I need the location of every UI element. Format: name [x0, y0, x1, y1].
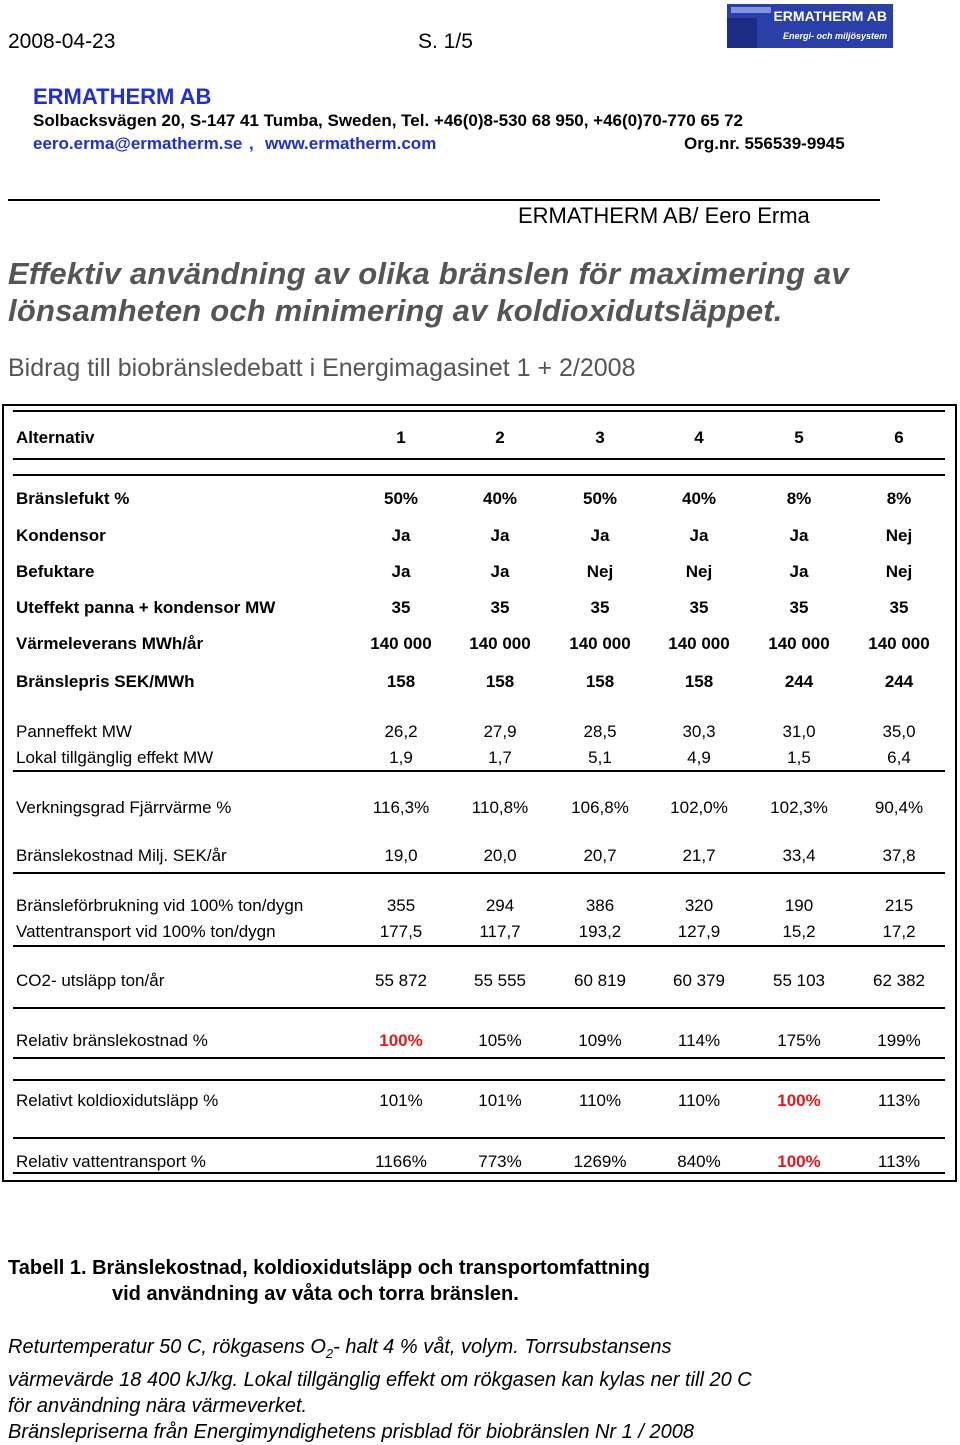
cell-alt-4: 4 [694, 428, 704, 447]
cell-alt-6: 62 382 [873, 971, 925, 990]
table-row [16, 1091, 951, 1113]
row-label: Kondensor [16, 526, 106, 545]
cell-alt-4: 114% [677, 1031, 721, 1050]
cell-alt-3: 158 [585, 672, 615, 691]
cell-alt-6: 35 [889, 598, 909, 617]
company-logo [727, 4, 893, 48]
cell-alt-3: 1269% [573, 1152, 627, 1171]
cell-alt-6: 113% [877, 1091, 921, 1110]
cell-alt-3: 28,5 [583, 722, 617, 741]
document-date: 2008-04-23 [8, 30, 116, 53]
cell-alt-4: Nej [685, 562, 713, 581]
cell-alt-1: Ja [391, 526, 411, 545]
cell-alt-2: Ja [490, 562, 510, 581]
table-rule [13, 1137, 945, 1139]
cell-alt-1: 1 [396, 428, 406, 447]
org-number: Org.nr. 556539-9945 [684, 134, 845, 153]
contact-line [33, 134, 913, 156]
cell-alt-4: 320 [684, 896, 714, 915]
cell-alt-6: Nej [885, 526, 913, 545]
cell-alt-5: 175% [777, 1031, 821, 1050]
cell-alt-6: 199% [877, 1031, 921, 1050]
cell-alt-2: 1,7 [488, 748, 512, 767]
cell-alt-5: Ja [789, 562, 809, 581]
row-label: Relativt koldioxidutsläpp % [16, 1091, 219, 1110]
cell-alt-1: 50% [383, 489, 419, 508]
cell-alt-2: 2 [495, 428, 505, 447]
cell-alt-2: 20,0 [483, 846, 517, 865]
cell-alt-1: 35 [391, 598, 411, 617]
cell-alt-1: 140 000 [370, 634, 432, 653]
cell-alt-3: 5,1 [588, 748, 612, 767]
table-row [16, 748, 951, 770]
website-link[interactable]: www.ermatherm.com [265, 134, 437, 153]
cell-alt-5: 33,4 [782, 846, 816, 865]
cell-alt-3: 193,2 [578, 922, 622, 941]
cell-alt-1: 158 [386, 672, 416, 691]
note-line-2: värmevärde 18 400 kJ/kg. Lokal tillgänglig effekt om rökgasen kan kylas ner till 20 C [8, 1369, 752, 1391]
cell-alt-5: 15,2 [782, 922, 816, 941]
table-rule [13, 458, 945, 460]
header-divider [8, 199, 880, 201]
cell-alt-2: 140 000 [469, 634, 531, 653]
cell-alt-2: 773% [478, 1152, 522, 1171]
row-label: Bränsleförbrukning vid 100% ton/dygn [16, 896, 304, 915]
cell-alt-2: Ja [490, 526, 510, 545]
cell-alt-6: 6 [894, 428, 904, 447]
cell-alt-2: 35 [490, 598, 510, 617]
table-row [16, 971, 951, 993]
cell-alt-4: 40% [681, 489, 717, 508]
cell-alt-4: 4,9 [687, 748, 711, 767]
cell-alt-3: 109% [578, 1031, 622, 1050]
table-row [16, 562, 951, 584]
table-row [16, 489, 951, 511]
cell-alt-6: 244 [884, 672, 914, 691]
cell-alt-5: 8% [786, 489, 812, 508]
cell-alt-6: 113% [877, 1152, 921, 1171]
table-rule [13, 1079, 945, 1081]
cell-alt-2: 105% [478, 1031, 522, 1050]
cell-alt-6: 6,4 [887, 748, 911, 767]
table-rule [13, 872, 945, 874]
cell-alt-3: 3 [595, 428, 605, 447]
cell-alt-5: 190 [784, 896, 814, 915]
note-line-3: för användning nära värmeverket. [8, 1395, 308, 1417]
row-label: Relativ vattentransport % [16, 1152, 206, 1171]
cell-alt-6: 90,4% [874, 798, 924, 817]
cell-alt-5: 102,3% [770, 798, 828, 817]
cell-alt-1: 1166% [375, 1152, 427, 1171]
cell-alt-5: Ja [789, 526, 809, 545]
cell-alt-6: 140 000 [868, 634, 930, 653]
cell-alt-4: 127,9 [677, 922, 721, 941]
cell-alt-1: 55 872 [375, 971, 427, 990]
table-row [16, 896, 951, 918]
cell-alt-2: 294 [485, 896, 515, 915]
document-subheadline: Bidrag till biobränsledebatt i Energimagasinet 1 + 2/2008 [8, 354, 636, 382]
cell-alt-1: 116,3% [372, 798, 430, 817]
row-label: Befuktare [16, 562, 95, 581]
cell-alt-1: 100% [379, 1031, 423, 1050]
table-rule [13, 1057, 945, 1059]
table-rule [13, 770, 945, 772]
note-line-1 [8, 1334, 953, 1367]
table-row [16, 526, 951, 548]
row-label: Bränslepris SEK/MWh [16, 672, 195, 691]
cell-alt-4: 110% [677, 1091, 721, 1110]
cell-alt-3: 60 819 [574, 971, 626, 990]
row-label: Alternativ [16, 428, 95, 447]
cell-alt-1: 19,0 [384, 846, 418, 865]
cell-alt-4: 35 [689, 598, 709, 617]
cell-alt-1: 101% [379, 1091, 423, 1110]
logo-name: ERMATHERM AB [773, 8, 887, 24]
row-label: Bränslefukt % [16, 489, 130, 508]
cell-alt-4: 60 379 [673, 971, 725, 990]
note-line-1-subscript: 2 [325, 1346, 334, 1361]
cell-alt-6: 8% [886, 489, 912, 508]
row-label: Verkningsgrad Fjärrvärme % [16, 798, 232, 817]
cell-alt-4: Ja [689, 526, 709, 545]
cell-alt-2: 55 555 [474, 971, 526, 990]
cell-alt-4: 840% [677, 1152, 721, 1171]
cell-alt-2: 158 [485, 672, 515, 691]
document-headline: Effektiv användning av olika bränslen för maximering av lönsamheten och minimering av koldioxidutsläppet. [8, 256, 849, 328]
table-rule [13, 945, 945, 947]
table-rule [13, 410, 945, 412]
table-header-row [16, 428, 951, 450]
page-number: S. 1/5 [418, 30, 473, 53]
row-label: Relativ bränslekostnad % [16, 1031, 208, 1050]
cell-alt-5: 100% [777, 1152, 821, 1171]
cell-alt-2: 101% [478, 1091, 522, 1110]
cell-alt-3: 106,8% [571, 798, 629, 817]
cell-alt-5: 140 000 [768, 634, 830, 653]
cell-alt-2: 117,7 [479, 922, 521, 941]
logo-tagline: Energi- och miljösystem [782, 31, 887, 41]
cell-alt-4: 21,7 [682, 846, 716, 865]
cell-alt-3: 140 000 [569, 634, 631, 653]
cell-alt-3: 50% [582, 489, 618, 508]
cell-alt-5: 55 103 [773, 971, 825, 990]
row-label: Värmeleverans MWh/år [16, 634, 204, 653]
caption-line-1: Tabell 1. Bränslekostnad, koldioxidutsläpp och transportomfattning [8, 1257, 650, 1279]
company-name: ERMATHERM AB [33, 84, 212, 109]
cell-alt-5: 1,5 [787, 748, 811, 767]
cell-alt-4: 140 000 [668, 634, 730, 653]
cell-alt-3: Nej [586, 562, 614, 581]
row-label: Vattentransport vid 100% ton/dygn [16, 922, 276, 941]
cell-alt-5: 35 [789, 598, 809, 617]
cell-alt-6: 37,8 [882, 846, 916, 865]
cell-alt-1: 1,9 [389, 748, 413, 767]
cell-alt-1: Ja [391, 562, 411, 581]
cell-alt-1: 355 [386, 896, 416, 915]
table-notes [8, 1334, 953, 1445]
table-row [16, 1031, 951, 1053]
table-row [16, 922, 951, 944]
table-rule [13, 1007, 945, 1009]
row-label: CO2- utsläpp ton/år [16, 971, 165, 990]
cell-alt-3: 35 [590, 598, 610, 617]
note-line-4: Bränslepriserna från Energimyndighetens prisblad för biobränslen Nr 1 / 2008 [8, 1421, 694, 1443]
cell-alt-6: 215 [884, 896, 914, 915]
cell-alt-3: Ja [590, 526, 610, 545]
cell-alt-4: 102,0% [670, 798, 728, 817]
cell-alt-1: 177,5 [379, 922, 423, 941]
author-line: ERMATHERM AB/ Eero Erma [518, 203, 810, 228]
table-row [16, 846, 951, 868]
cell-alt-4: 30,3 [682, 722, 716, 741]
note-line-1-rest: - halt 4 % våt, volym. Torrsubstansens [333, 1336, 672, 1358]
email-link[interactable]: eero.erma@ermatherm.se [33, 134, 243, 153]
cell-alt-5: 5 [794, 428, 804, 447]
row-label: Uteffekt panna + kondensor MW [16, 598, 276, 617]
company-address: Solbacksvägen 20, S-147 41 Tumba, Sweden, Tel. +46(0)8-530 68 950, +46(0)70-770 65 72 [33, 111, 743, 130]
cell-alt-5: 100% [777, 1091, 821, 1110]
table-caption [8, 1255, 650, 1307]
cell-alt-3: 20,7 [583, 846, 617, 865]
cell-alt-3: 110% [578, 1091, 622, 1110]
logo-graphic [727, 4, 893, 48]
cell-alt-6: 17,2 [882, 922, 916, 941]
table-row [16, 1152, 951, 1174]
cell-alt-5: 244 [784, 672, 814, 691]
cell-alt-4: 158 [684, 672, 714, 691]
table-row [16, 672, 951, 694]
note-line-1-text: Returtemperatur 50 C, rökgasens O [8, 1336, 326, 1358]
contact-separator: , [249, 134, 254, 153]
cell-alt-5: 31,0 [782, 722, 816, 741]
caption-line-2: vid användning av våta och torra bränslen. [112, 1283, 519, 1305]
cell-alt-2: 40% [482, 489, 518, 508]
row-label: Lokal tillgänglig effekt MW [16, 748, 214, 767]
table-rule [13, 474, 945, 476]
table-row [16, 598, 951, 620]
cell-alt-6: Nej [885, 562, 913, 581]
cell-alt-3: 386 [585, 896, 615, 915]
comparison-table [2, 404, 957, 1182]
row-label: Panneffekt MW [16, 722, 132, 741]
table-row [16, 722, 951, 744]
cell-alt-2: 27,9 [483, 722, 517, 741]
cell-alt-6: 35,0 [882, 722, 916, 741]
table-row [16, 798, 951, 820]
row-label: Bränslekostnad Milj. SEK/år [16, 846, 227, 865]
cell-alt-2: 110,8% [471, 798, 529, 817]
table-row [16, 634, 951, 656]
cell-alt-1: 26,2 [384, 722, 418, 741]
